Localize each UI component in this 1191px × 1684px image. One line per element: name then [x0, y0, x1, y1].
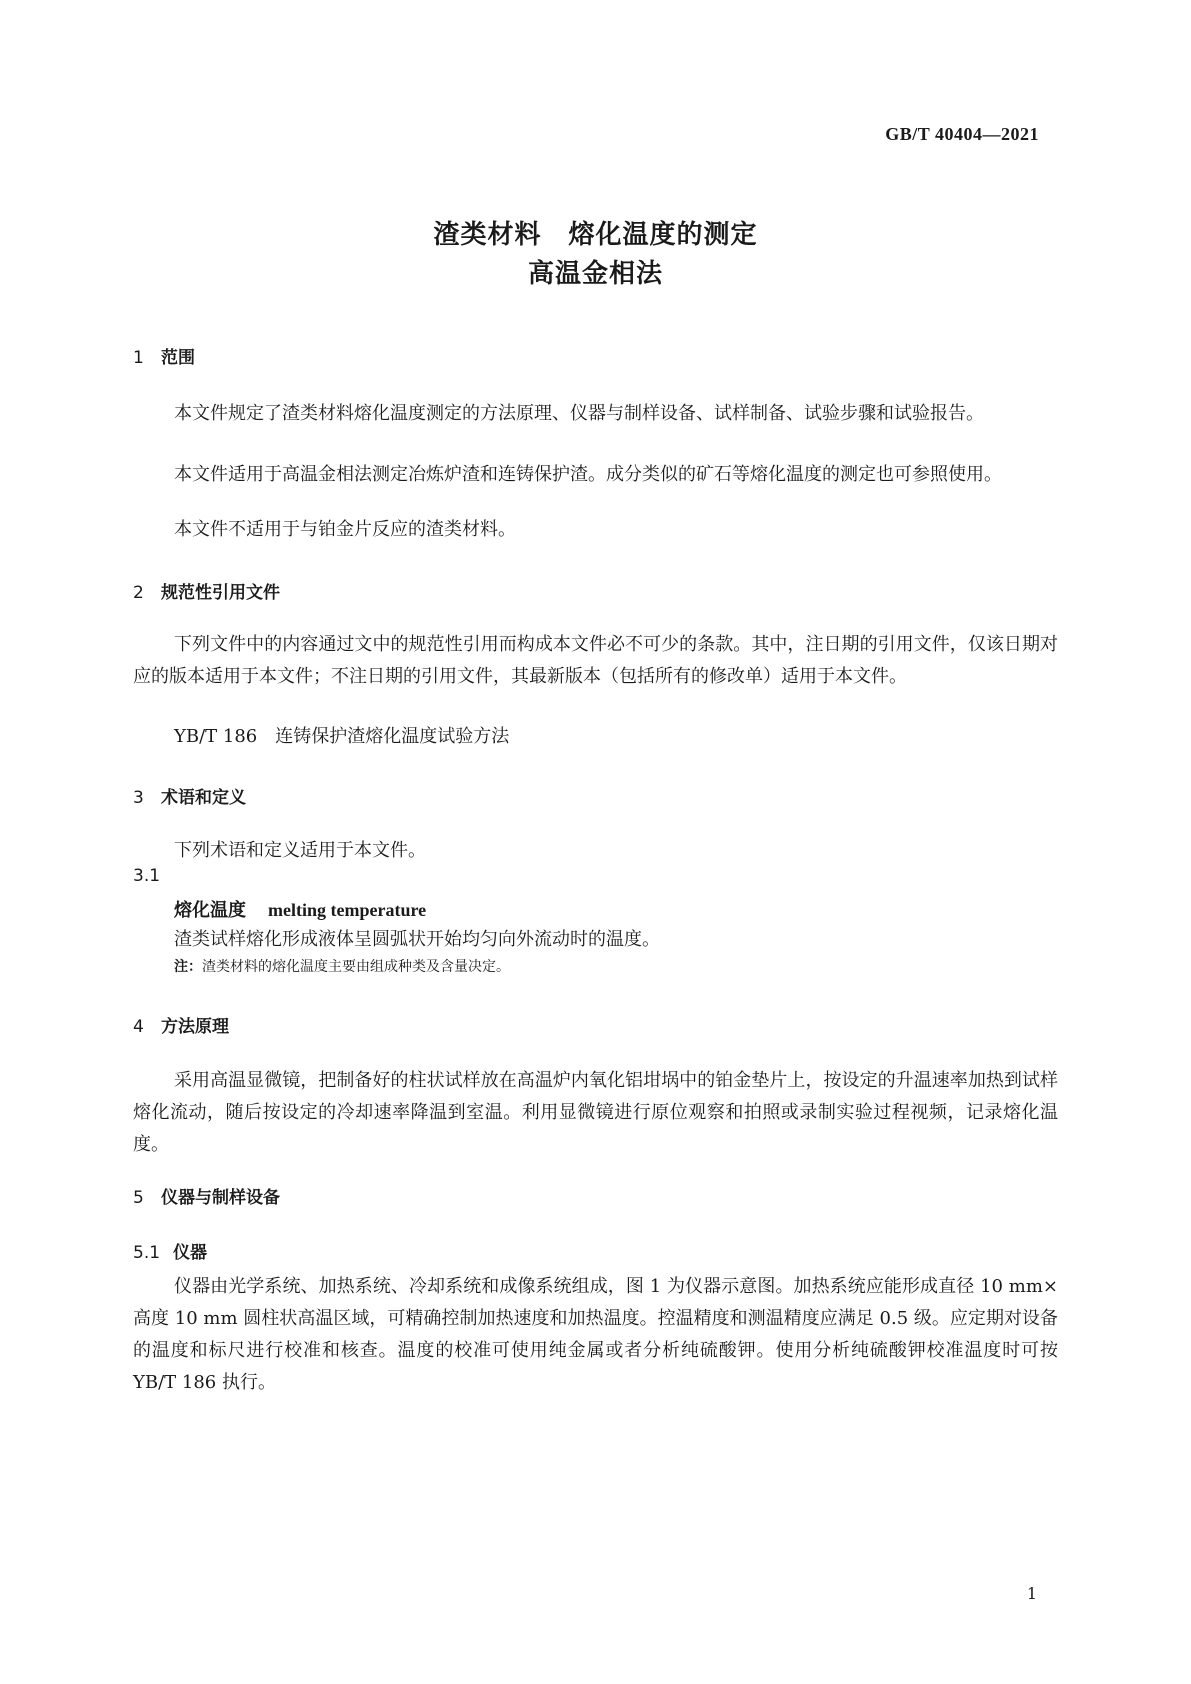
paragraph: 本文件适用于高温金相法测定冶炼炉渣和连铸保护渣。成分类似的矿石等熔化温度的测定也可参照使用。 [174, 464, 1002, 485]
document-subtitle: 高温金相法 [527, 259, 663, 289]
page-number: 1 [1026, 1584, 1037, 1603]
note-label: 注： [174, 959, 202, 975]
section-number: 4 [133, 1017, 144, 1037]
note-text: 渣类材料的熔化温度主要由组成种类及含量决定。 [202, 959, 510, 975]
paragraph: 下列文件中的内容通过文中的规范性引用而构成本文件必不可少的条款。其中，注日期的引用文件，仅该日期对应的版本适用于本文件；不注日期的引用文件，其最新版本（包括所有的修改单）适用于本文件。 [133, 634, 1058, 687]
section-5-heading [133, 1183, 280, 1208]
subsection-title: 仪器 [173, 1243, 207, 1263]
note [174, 956, 510, 976]
term-chinese: 熔化温度 [174, 900, 246, 921]
section-number: 1 [133, 348, 144, 368]
terms-intro: 下列术语和定义适用于本文件。 [174, 840, 426, 861]
section-2-heading [133, 578, 280, 603]
term-number: 3.1 [133, 866, 161, 886]
document-title: 渣类材料 熔化温度的测定 [433, 220, 758, 250]
section-number: 3 [133, 788, 144, 808]
section-1-heading [133, 343, 195, 368]
section-title: 术语和定义 [161, 788, 246, 808]
paragraph: 采用高温显微镜，把制备好的柱状试样放在高温炉内氧化铝坩埚中的铂金垫片上，按设定的升温速率加热到试样熔化流动，随后按设定的冷却速率降温到室温。利用显微镜进行原位观察和拍照或录制实验过程视频，记录熔化温度。 [133, 1070, 1058, 1155]
term-english: melting temperature [268, 900, 427, 920]
section-title: 规范性引用文件 [161, 583, 280, 603]
section-4-heading [133, 1012, 229, 1037]
paragraph: 仪器由光学系统、加热系统、冷却系统和成像系统组成，图 1 为仪器示意图。加热系统应能形成直径 10 mm×高度 10 mm 圆柱状高温区域，可精确控制加热速度和加热温度。控温精度和测温精度应满足 0.5 级。应定期对设备的温度和标尺进行校准和核查。温度的校准可使用纯金属或者分析纯硫酸钾。使用分析纯硫酸钾校准温度时可按 YB/T 186 执行。 [133, 1276, 1058, 1393]
normative-reference: YB/T 186 连铸保护渣熔化温度试验方法 [174, 726, 510, 747]
subsection-5-1-heading [133, 1238, 207, 1263]
subsection-number: 5.1 [133, 1243, 161, 1263]
section-3-heading [133, 783, 246, 808]
section-title: 范围 [161, 348, 195, 368]
paragraph: 本文件规定了渣类材料熔化温度测定的方法原理、仪器与制样设备、试样制备、试验步骤和试验报告。 [174, 403, 984, 424]
section-title: 方法原理 [161, 1017, 229, 1037]
section-title: 仪器与制样设备 [161, 1188, 280, 1208]
standard-number: GB/T 40404—2021 [885, 124, 1039, 144]
section-number: 5 [133, 1188, 144, 1208]
term-definition: 渣类试样熔化形成液体呈圆弧状开始均匀向外流动时的温度。 [174, 929, 660, 950]
section-number: 2 [133, 583, 144, 603]
term-entry [174, 896, 426, 922]
paragraph: 本文件不适用于与铂金片反应的渣类材料。 [174, 519, 516, 540]
